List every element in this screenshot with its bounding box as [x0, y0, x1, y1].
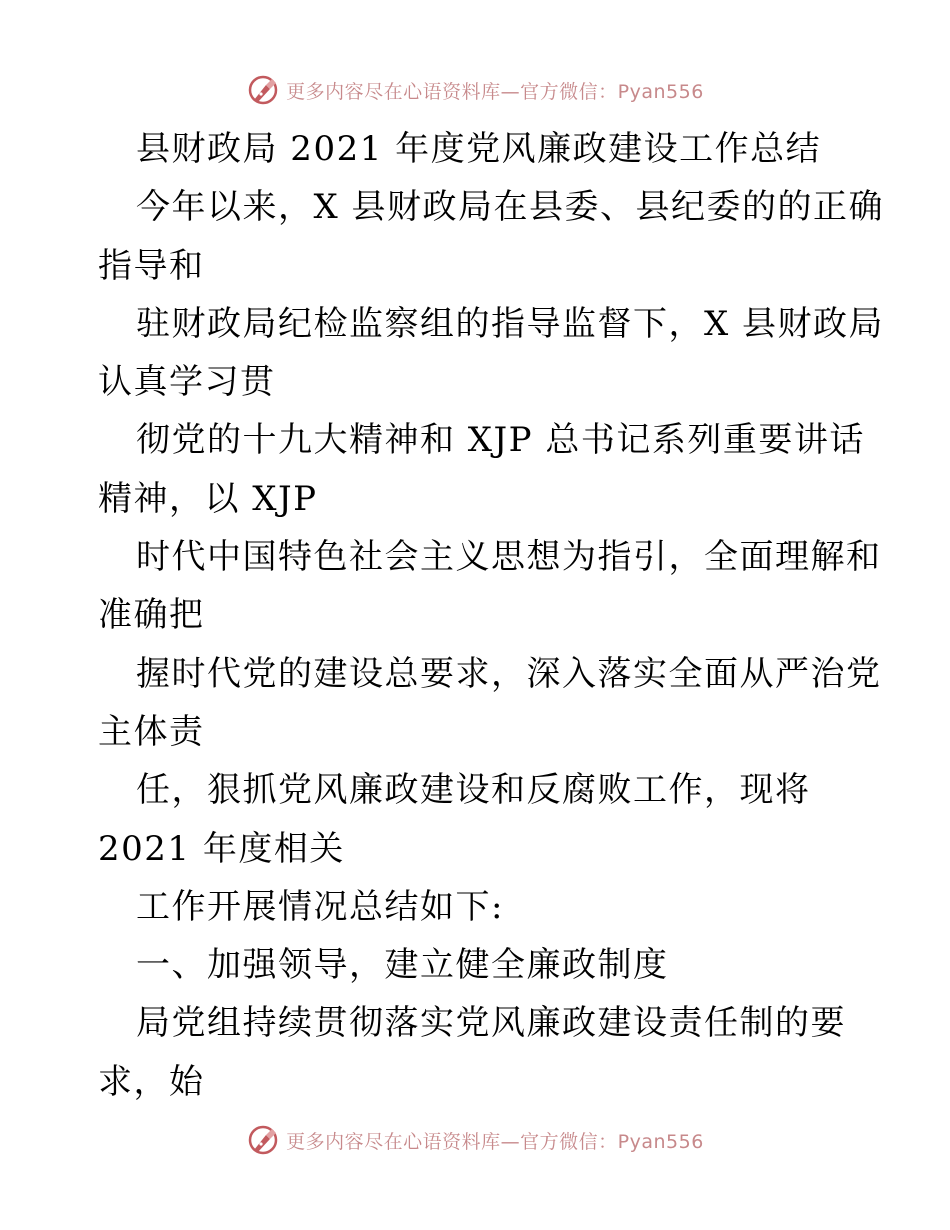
document-line: 县财政局 2021 年度党风廉政建设工作总结 [136, 129, 822, 169]
document-line: 一、加强领导，建立健全廉政制度 [136, 945, 669, 986]
document-line: 求，始 [98, 1061, 205, 1102]
document-line: 准确把 [98, 595, 205, 636]
watermark-header [0, 70, 950, 110]
document-line: 任，狠抓党风廉政建设和反腐败工作，现将 [136, 770, 811, 811]
document-line: 局党组持续贯彻落实党风廉政建设责任制的要 [136, 1003, 846, 1044]
document-line: 驻财政局纪检监察组的指导监督下，X 县财政局 [136, 303, 885, 344]
document-line: 时代中国特色社会主义思想为指引，全面理解和 [136, 537, 882, 578]
document-line: 指导和 [98, 245, 205, 286]
document-line: 彻党的十九大精神和 XJP 总书记系列重要讲话 [136, 420, 865, 461]
pen-nib-logo-icon [246, 73, 280, 107]
document-line: 工作开展情况总结如下: [136, 886, 504, 927]
pen-nib-logo-icon [246, 1123, 280, 1157]
document-line: 主体责 [98, 711, 205, 752]
document-body [98, 120, 885, 1111]
document-line: 认真学习贯 [98, 362, 276, 403]
document-line: 握时代党的建设总要求，深入落实全面从严治党 [136, 653, 882, 694]
watermark-footer [0, 1120, 950, 1160]
watermark-text: 更多内容尽在心语资料库—官方微信：Pyan556 [286, 80, 704, 103]
document-line: 2021 年度相关 [98, 828, 345, 869]
document-line: 今年以来，X 县财政局在县委、县纪委的的正确 [136, 187, 885, 228]
watermark-text: 更多内容尽在心语资料库—官方微信：Pyan556 [286, 1130, 704, 1153]
document-line: 精神，以 XJP [98, 478, 318, 519]
